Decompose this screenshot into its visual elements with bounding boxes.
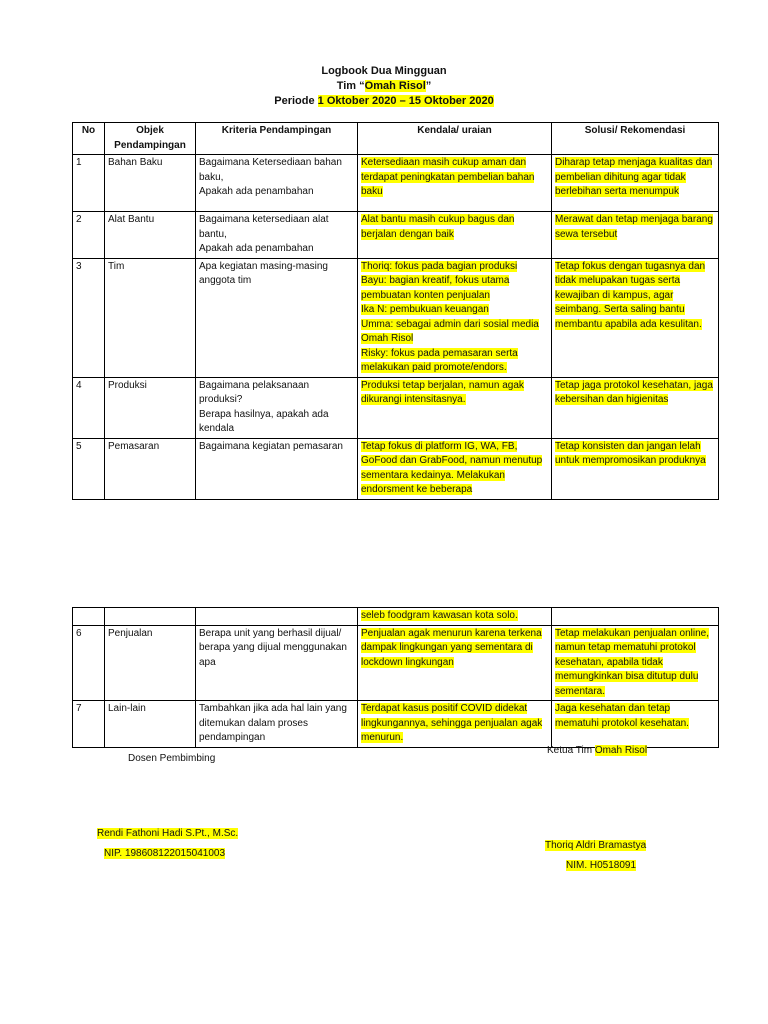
cell-kendala-line: Umma: sebagai admin dari sosial media Omah Risol — [361, 318, 539, 344]
col-header-solusi: Solusi/ Rekomendasi — [552, 123, 719, 155]
cell-no — [73, 608, 105, 626]
advisor-title: Dosen Pembimbing — [128, 753, 216, 764]
cell-objek: Penjualan — [105, 625, 196, 701]
cell-kriteria-line: Berapa unit yang berhasil dijual/ berapa yang dijual menggunakan apa — [199, 627, 347, 668]
cell-kendala-line: Risky: fokus pada pemasaran serta melakukan paid promote/endors. — [361, 347, 518, 373]
table-row — [73, 608, 719, 626]
leader-team-name: Omah Risol — [594, 745, 648, 756]
cell-kriteria-line: Apakah ada penambahan — [199, 186, 314, 197]
cell-kriteria-line: Bagaimana ketersediaan alat bantu, — [199, 214, 329, 240]
cell-kendala — [358, 155, 552, 212]
table-body-page1 — [73, 155, 719, 500]
team-prefix: Tim “ — [336, 80, 365, 92]
cell-solusi — [552, 155, 719, 212]
advisor-nip: NIP. 198608122015041003 — [104, 848, 226, 859]
cell-objek — [105, 608, 196, 626]
cell-objek: Bahan Baku — [105, 155, 196, 212]
cell-no: 7 — [73, 701, 105, 748]
cell-kriteria — [196, 608, 358, 626]
cell-solusi — [552, 258, 719, 377]
cell-kriteria-line: Apa kegiatan masing-masing anggota tim — [199, 260, 328, 286]
cell-solusi-line: Diharap tetap menjaga kualitas dan pembelian dihitung agar tidak berlebihan serta menumpuk — [555, 157, 713, 197]
cell-objek: Pemasaran — [105, 438, 196, 499]
cell-solusi-line: Merawat dan tetap menjaga barang sewa tersebut — [555, 214, 713, 240]
table-row — [73, 155, 719, 212]
cell-kendala-line: Alat bantu masih cukup bagus dan berjalan dengan baik — [361, 214, 515, 240]
cell-kriteria — [196, 625, 358, 701]
cell-objek: Alat Bantu — [105, 212, 196, 259]
cell-kendala — [358, 608, 552, 626]
cell-kendala — [358, 212, 552, 259]
cell-no: 3 — [73, 258, 105, 377]
cell-no: 4 — [73, 377, 105, 438]
col-header-no: No — [73, 123, 105, 155]
cell-kriteria — [196, 212, 358, 259]
leader-name-wrap — [545, 839, 646, 853]
cell-kendala — [358, 625, 552, 701]
cell-kriteria-line: Apakah ada penambahan — [199, 243, 314, 254]
table-body-page2 — [73, 608, 719, 748]
table-row — [73, 625, 719, 701]
cell-no: 2 — [73, 212, 105, 259]
col-header-kendala: Kendala/ uraian — [358, 123, 552, 155]
cell-solusi — [552, 212, 719, 259]
cell-objek: Produksi — [105, 377, 196, 438]
logbook-table-page1 — [72, 122, 719, 500]
cell-solusi-line: Tetap jaga protokol kesehatan, jaga kebersihan dan higienitas — [555, 379, 713, 405]
leader-title — [547, 744, 647, 758]
cell-solusi-line: Tetap konsisten dan jangan lelah untuk mempromosikan produknya — [555, 440, 706, 466]
cell-kendala — [358, 701, 552, 748]
team-line — [0, 79, 768, 94]
doc-title: Logbook Dua Mingguan — [321, 65, 447, 77]
cell-solusi — [552, 625, 719, 701]
cell-no: 6 — [73, 625, 105, 701]
cell-solusi — [552, 701, 719, 748]
advisor-name: Rendi Fathoni Hadi S.Pt., M.Sc. — [97, 828, 239, 839]
period-dates: 1 Oktober 2020 – 15 Oktober 2020 — [317, 95, 494, 107]
table-row — [73, 701, 719, 748]
cell-kriteria-line: Berapa hasilnya, apakah ada kendala — [199, 408, 329, 434]
cell-solusi — [552, 377, 719, 438]
cell-kriteria — [196, 438, 358, 499]
period-prefix: Periode — [274, 95, 318, 107]
leader-nim: NIM. H0518091 — [566, 860, 637, 871]
cell-kendala-line: Tetap fokus di platform IG, WA, FB, GoFood dan GrabFood, namun menutup sementara kedainya. Melakukan endorsment ke beberapa — [361, 440, 543, 495]
cell-kendala — [358, 258, 552, 377]
cell-kendala-line: Bayu: bagian kreatif, fokus utama pembuatan konten penjualan — [361, 275, 510, 301]
cell-kriteria-line: Bagaimana pelaksanaan produksi? — [199, 379, 310, 405]
cell-objek: Lain-lain — [105, 701, 196, 748]
advisor-nip-wrap — [104, 847, 225, 861]
cell-kendala-line: Ika N: pembukuan keuangan — [361, 304, 489, 315]
cell-kriteria-line: Bagaimana Ketersediaan bahan baku, — [199, 157, 342, 183]
cell-kriteria-line: Bagaimana kegiatan pemasaran — [199, 440, 343, 452]
cell-kriteria — [196, 155, 358, 212]
cell-no: 1 — [73, 155, 105, 212]
team-suffix: ” — [425, 80, 432, 92]
table-header-row — [73, 123, 719, 155]
cell-solusi — [552, 438, 719, 499]
cell-kriteria-line: Tambahkan jika ada hal lain yang ditemukan dalam proses pendampingan — [199, 703, 347, 743]
table-row — [73, 438, 719, 499]
cell-solusi — [552, 608, 719, 626]
cell-kendala-line: Ketersediaan masih cukup aman dan terdapat peningkatan pembelian bahan baku — [361, 157, 535, 197]
cell-solusi-line: Jaga kesehatan dan tetap mematuhi protokol kesehatan. — [555, 703, 689, 729]
cell-kendala-line: Thoriq: fokus pada bagian produksi — [361, 260, 518, 272]
leader-name: Thoriq Aldri Bramastya — [545, 840, 647, 851]
team-name: Omah Risol — [364, 80, 426, 92]
leader-nim-wrap — [566, 859, 636, 873]
table-row — [73, 258, 719, 377]
advisor-name-wrap — [97, 827, 238, 841]
cell-solusi-line: Tetap melakukan penjualan online, namun tetap mematuhi protokol kesehatan, apabila tidak memungkinkan bisa ditutup dulu sementara. — [555, 627, 709, 697]
leader-title-prefix: Ketua Tim — [547, 745, 595, 756]
document-header — [0, 64, 768, 109]
col-header-objek: Objek Pendampingan — [105, 123, 196, 155]
cell-kendala-line: seleb foodgram kawasan kota solo. — [361, 610, 518, 621]
logbook-table-page2 — [72, 607, 719, 748]
cell-kendala-line: Penjualan agak menurun karena terkena dampak lingkungan yang sementara di lockdown lingkungan — [361, 627, 542, 668]
cell-kendala-line: Produksi tetap berjalan, namun agak dikurangi intensitasnya. — [361, 379, 524, 405]
cell-solusi-line: Tetap fokus dengan tugasnya dan tidak melupakan tugas serta kewajiban di kampus, agar seimbang. Serta saling bantu membantu apabila ada kesulitan. — [555, 260, 706, 330]
col-header-kriteria: Kriteria Pendampingan — [196, 123, 358, 155]
cell-kriteria — [196, 701, 358, 748]
cell-no: 5 — [73, 438, 105, 499]
cell-kendala — [358, 377, 552, 438]
cell-kendala — [358, 438, 552, 499]
cell-kriteria — [196, 377, 358, 438]
period-line — [0, 94, 768, 109]
cell-objek: Tim — [105, 258, 196, 377]
table-row — [73, 212, 719, 259]
table-row — [73, 377, 719, 438]
cell-kriteria — [196, 258, 358, 377]
cell-kendala-line: Terdapat kasus positif COVID didekat lingkungannya, sehingga penjualan agak menurun. — [361, 703, 543, 743]
